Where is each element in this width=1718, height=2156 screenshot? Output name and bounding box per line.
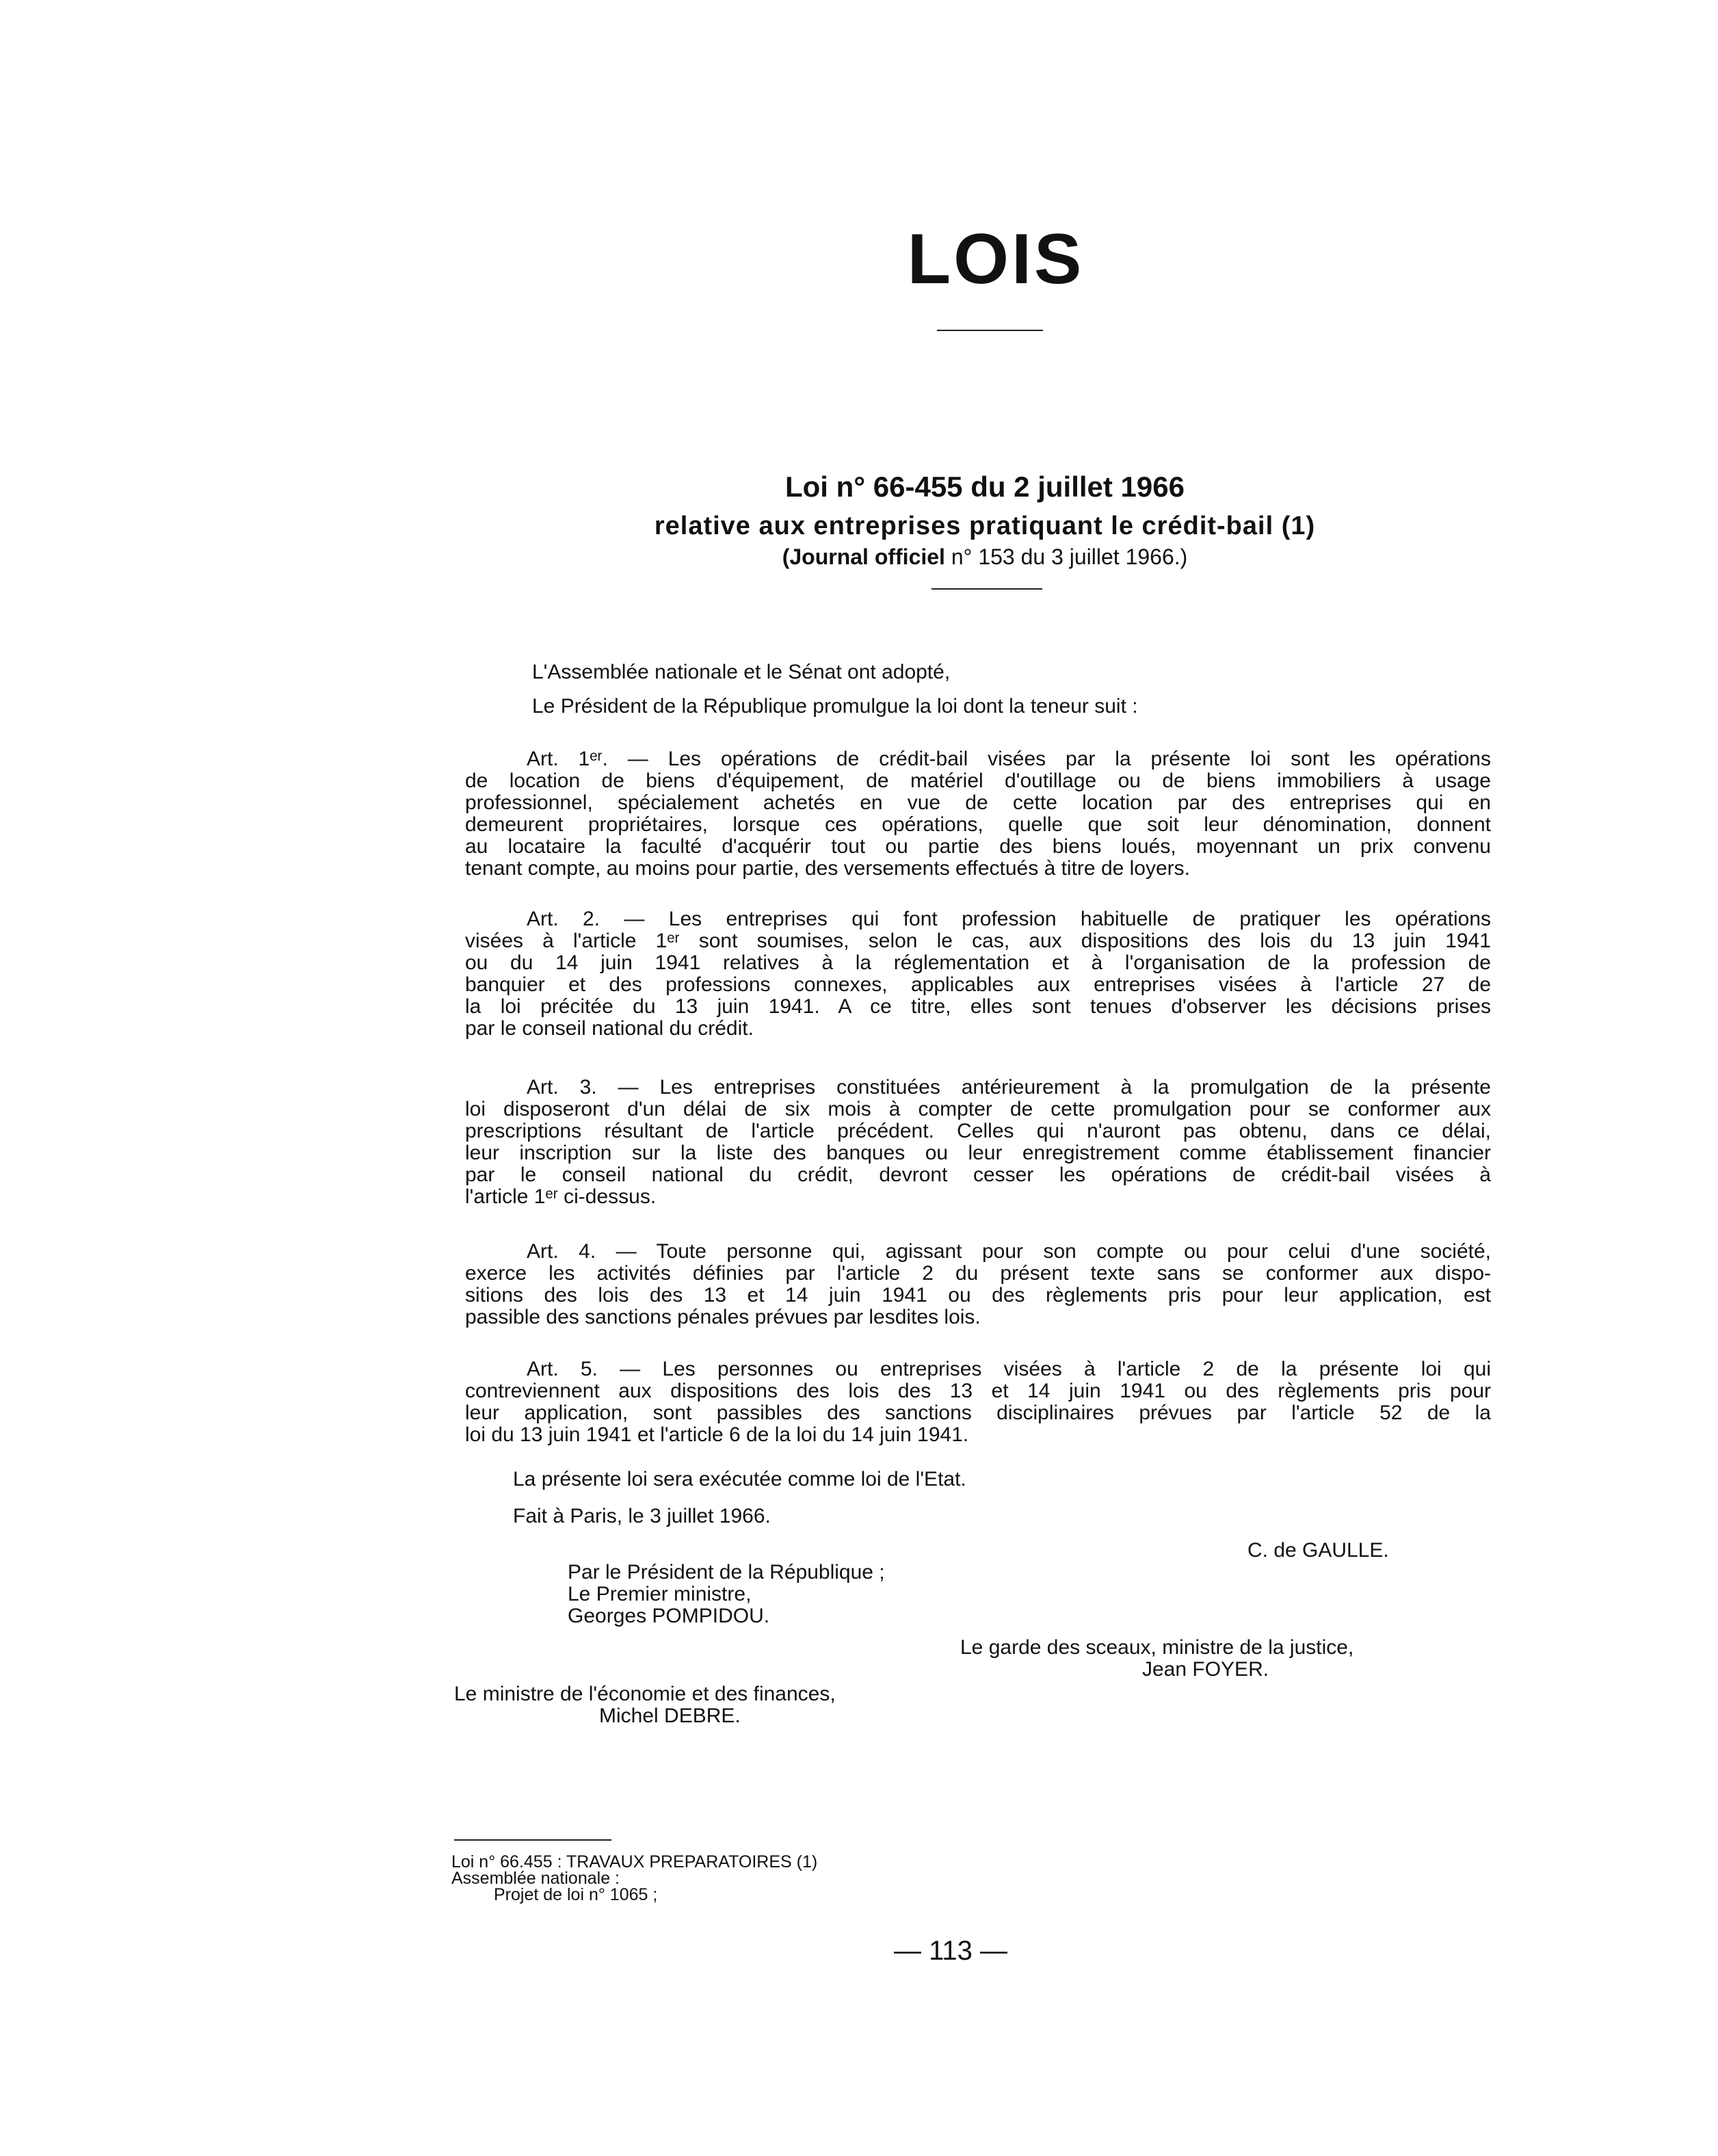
article-line: passible des sanctions pénales prévues par lesdites lois. bbox=[465, 1306, 981, 1328]
article-line: contreviennent aux dispositions des lois des 13 et 14 juin 1941 ou des règlements pris pour bbox=[465, 1380, 1491, 1402]
execution-clause: La présente loi sera exécutée comme loi de l'Etat. bbox=[513, 1468, 966, 1490]
article-line: par le conseil national du crédit. bbox=[465, 1017, 754, 1040]
article-line: professionnel, spécialement achetés en vue de cette location par des entreprises qui en bbox=[465, 791, 1491, 814]
article-line: ou du 14 juin 1941 relatives à la réglementation et à l'organisation de la profession de bbox=[465, 951, 1491, 974]
article-line: demeurent propriétaires, lorsque ces opérations, quelle que soit leur dénomination, donnent bbox=[465, 813, 1491, 836]
article-line: Art. 1ᵉʳ. — Les opérations de crédit-bail visées par la présente loi sont les opérations bbox=[527, 748, 1491, 770]
footnote-line: Projet de loi n° 1065 ; bbox=[494, 1885, 658, 1904]
article-line: banquier et des professions connexes, applicables aux entreprises visées à l'article 27 de bbox=[465, 973, 1491, 996]
preamble-promulgation: Le Président de la République promulgue la loi dont la teneur suit : bbox=[532, 695, 1138, 718]
article-line: l'article 1ᵉʳ ci-dessus. bbox=[465, 1185, 657, 1208]
garde-sceaux-name: Jean FOYER. bbox=[1142, 1658, 1269, 1681]
article-2 bbox=[465, 908, 1491, 1040]
heading-divider bbox=[931, 588, 1042, 590]
par-president: Par le Président de la République ; bbox=[568, 1561, 885, 1583]
footnote-line: Assemblée nationale : bbox=[451, 1869, 620, 1888]
journal-number: n° 153 du 3 juillet 1966.) bbox=[944, 544, 1188, 569]
article-line: Art. 4. — Toute personne qui, agissant pour son compte ou pour celui d'une société, bbox=[527, 1240, 1491, 1263]
title-divider bbox=[937, 330, 1043, 331]
article-line: loi du 13 juin 1941 et l'article 6 de la loi du 14 juin 1941. bbox=[465, 1423, 969, 1446]
article-line: la loi précitée du 13 juin 1941. A ce titre, elles sont tenues d'observer les décisions prises bbox=[465, 995, 1491, 1018]
article-line: Art. 2. — Les entreprises qui font profession habituelle de pratiquer les opérations bbox=[527, 908, 1491, 930]
ministre-economie-name: Michel DEBRE. bbox=[599, 1705, 741, 1727]
journal-name: (Journal officiel bbox=[782, 544, 945, 569]
preamble-adoption: L'Assemblée nationale et le Sénat ont adopté, bbox=[532, 661, 951, 683]
article-line: Art. 5. — Les personnes ou entreprises visées à l'article 2 de la présente loi qui bbox=[527, 1358, 1491, 1380]
footnote-line: Loi n° 66.455 : TRAVAUX PREPARATOIRES (1) bbox=[451, 1852, 818, 1871]
article-line: de location de biens d'équipement, de matériel d'outillage ou de biens immobiliers à usage bbox=[465, 770, 1491, 792]
article-1 bbox=[465, 748, 1491, 880]
premier-ministre-title: Le Premier ministre, bbox=[568, 1583, 752, 1605]
law-title: Loi n° 66-455 du 2 juillet 1966 bbox=[784, 471, 1185, 503]
article-4 bbox=[465, 1241, 1491, 1328]
article-line: tenant compte, au moins pour partie, des versements effectués à titre de loyers. bbox=[465, 857, 1191, 880]
section-title: LOIS bbox=[907, 220, 1085, 299]
garde-sceaux-title: Le garde des sceaux, ministre de la justice, bbox=[960, 1636, 1354, 1659]
article-line: prescriptions résultant de l'article précédent. Celles qui n'auront pas obtenu, dans ce délai, bbox=[465, 1120, 1491, 1142]
article-line: loi disposeront d'un délai de six mois à compter de cette promulgation pour se conformer aux bbox=[465, 1098, 1491, 1120]
law-subtitle: relative aux entreprises pratiquant le crédit-bail (1) bbox=[654, 512, 1316, 540]
page-number: — 113 — bbox=[894, 1936, 1007, 1966]
article-line: exerce les activités définies par l'article 2 du présent texte sans se conformer aux dispo- bbox=[465, 1262, 1491, 1285]
place-date: Fait à Paris, le 3 juillet 1966. bbox=[513, 1505, 771, 1527]
ministre-economie-title: Le ministre de l'économie et des finances, bbox=[454, 1683, 836, 1705]
article-5 bbox=[465, 1358, 1491, 1446]
journal-reference bbox=[0, 544, 1718, 570]
article-line: leur inscription sur la liste des banques ou leur enregistrement comme établissement financier bbox=[465, 1142, 1491, 1164]
signature-president: C. de GAULLE. bbox=[1247, 1539, 1389, 1562]
premier-ministre-name: Georges POMPIDOU. bbox=[568, 1605, 770, 1627]
article-line: au locataire la faculté d'acquérir tout ou partie des biens loués, moyennant un prix convenu bbox=[465, 835, 1491, 858]
article-line: par le conseil national du crédit, devront cesser les opérations de crédit-bail visées à bbox=[465, 1164, 1491, 1186]
article-3 bbox=[465, 1077, 1491, 1208]
article-line: leur application, sont passibles des sanctions disciplinaires prévues par l'article 52 de la bbox=[465, 1402, 1491, 1424]
footnote-divider bbox=[454, 1839, 611, 1841]
article-line: visées à l'article 1ᵉʳ sont soumises, selon le cas, aux dispositions des lois du 13 juin 1941 bbox=[465, 930, 1491, 952]
article-line: Art. 3. — Les entreprises constituées antérieurement à la promulgation de la présente bbox=[527, 1076, 1491, 1099]
article-line: sitions des lois des 13 et 14 juin 1941 ou des règlements pris pour leur application, est bbox=[465, 1284, 1491, 1306]
